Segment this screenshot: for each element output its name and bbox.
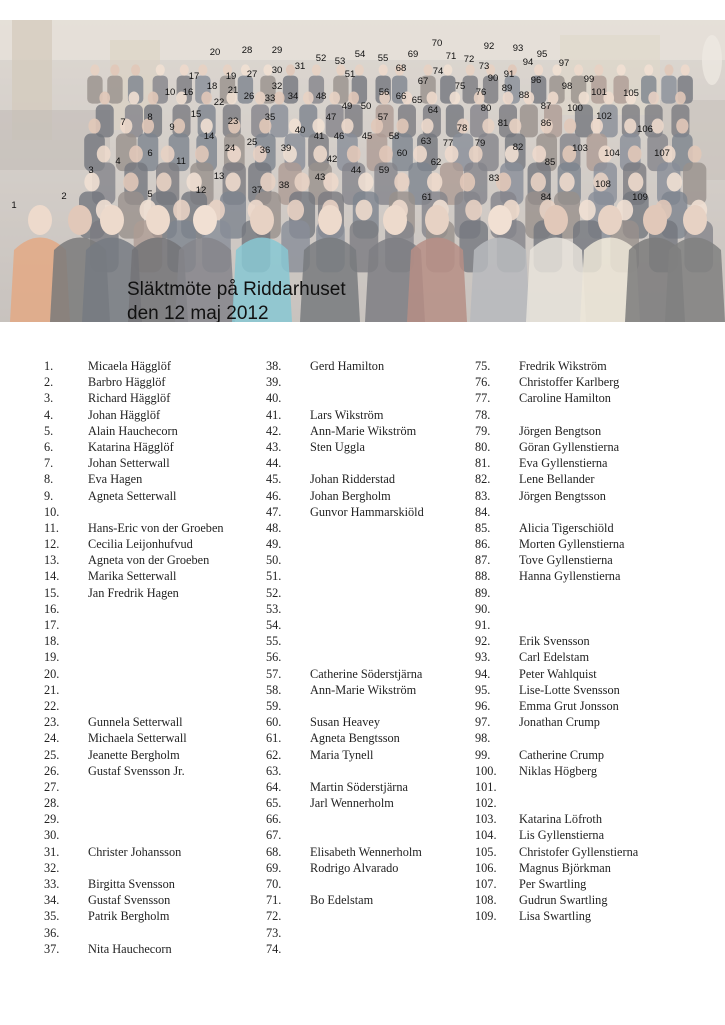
roster-name: Eva Hagen [88,472,143,487]
person-number-label: 9 [169,122,175,133]
person-number-label: 108 [595,179,611,190]
roster-number: 108. [475,893,497,908]
person-number-label: 42 [326,154,338,165]
roster-number: 15. [44,585,60,600]
person-number-label: 24 [224,143,236,154]
person-number-label: 44 [350,165,362,176]
roster-name: Christofer Gyllenstierna [519,844,639,859]
roster-number: 19. [44,650,60,665]
roster-number: 46. [266,488,282,503]
roster-number: 101. [475,779,497,794]
roster-name: Catherine Crump [519,747,605,762]
roster-name: Bo Edelstam [310,893,374,908]
roster-number: 37. [44,941,60,956]
roster-number: 100. [475,763,497,778]
person-number-label: 88 [518,90,530,101]
person-number-label: 86 [540,118,552,129]
roster-name: Eva Gyllenstierna [519,456,608,471]
roster-name: Morten Gyllenstierna [519,537,625,552]
roster-name: Rodrigo Alvarado [310,860,399,875]
person-number-label: 83 [488,173,500,184]
roster-name: Martin Söderstjärna [310,779,409,794]
roster-name: Katarina Hägglöf [88,439,174,454]
roster-number: 27. [44,779,60,794]
roster-number: 56. [266,650,282,665]
roster-name: Niklas Högberg [519,763,597,778]
roster-number: 69. [266,860,282,875]
person-number-label: 61 [421,192,433,203]
roster-number: 41. [266,407,282,422]
person-number-label: 28 [241,45,253,56]
person-number-label: 14 [203,131,215,142]
person-number-label: 5 [147,189,153,200]
roster-number: 10. [44,504,60,519]
person-number-label: 106 [637,124,653,135]
person-number-label: 53 [334,56,346,67]
roster-number: 65. [266,796,282,811]
roster-number: 85. [475,520,491,535]
roster-name: Sten Uggla [310,439,365,454]
person-number-label: 72 [463,54,475,65]
person-number-label: 99 [583,74,595,85]
roster-number: 16. [44,601,60,616]
roster-number: 33. [44,877,60,891]
photo-caption-line2: den 12 maj 2012 [127,303,269,322]
person-number-label: 11 [176,156,186,167]
person-number-label: 94 [522,57,534,68]
roster-number: 2. [44,375,54,390]
roster-name: Susan Heavey [310,715,381,730]
person-number-label: 71 [445,51,457,62]
person-number-label: 75 [454,81,466,92]
roster-number: 47. [266,504,282,519]
roster-name: Lise-Lotte Svensson [519,682,620,697]
person-number-label: 36 [259,145,271,156]
person-number-label: 48 [315,91,327,102]
person-number-label: 16 [182,87,194,98]
roster-name: Magnus Björkman [519,860,611,875]
roster-name: Jörgen Bengtson [519,423,602,438]
person-number-label: 101 [591,87,607,98]
roster-number: 31. [44,844,60,859]
roster-number: 82. [475,472,491,487]
roster-name: Jan Fredrik Hagen [88,585,179,600]
roster-number: 78. [475,407,491,422]
roster-number: 70. [266,877,282,891]
roster-number: 61. [266,731,282,746]
roster-name: Fredrik Wikström [519,359,607,373]
person-number-label: 63 [420,136,432,147]
roster-number: 64. [266,779,282,794]
person-number-label: 19 [225,71,237,82]
roster-number: 94. [475,666,491,681]
person-number-label: 6 [147,148,153,159]
roster-name: Gudrun Swartling [519,893,608,908]
roster-number: 71. [266,893,282,908]
roster-number: 14. [44,569,60,584]
roster-name: Agneta von der Groeben [88,553,210,568]
roster-number: 83. [475,488,491,503]
person-number-label: 84 [540,192,552,203]
person-number-label: 59 [378,165,390,176]
person-number-label: 68 [395,63,407,74]
roster-number: 26. [44,763,60,778]
person-number-label: 29 [271,45,283,56]
roster-number: 91. [475,618,491,632]
person-number-label: 89 [501,83,513,94]
person-number-label: 45 [361,131,373,142]
roster-number: 44. [266,456,282,471]
roster-name: Johan Bergholm [310,488,391,503]
person-number-label: 27 [246,69,258,80]
roster-number: 72. [266,909,282,924]
person-number-label: 34 [287,91,299,102]
roster-number: 89. [475,585,491,600]
roster-number: 74. [266,941,282,956]
person-number-label: 66 [395,91,407,102]
roster-number: 48. [266,520,282,535]
roster-name: Carl Edelstam [519,650,590,665]
roster-name: Peter Wahlquist [519,666,597,681]
person-number-label: 70 [431,38,443,49]
group-photo [0,20,725,322]
roster-name: Johan Setterwall [88,456,170,471]
person-number-label: 56 [378,87,390,98]
person-number-label: 93 [512,43,524,54]
roster-name: Elisabeth Wennerholm [310,844,422,859]
roster-number: 96. [475,698,491,713]
roster-number: 104. [475,828,497,843]
roster-number: 8. [44,472,54,487]
roster-name: Katarina Löfroth [519,812,602,827]
roster-number: 109. [475,909,497,924]
roster-number: 43. [266,439,282,454]
roster-number: 32. [44,860,60,875]
roster-name: Barbro Hägglöf [88,375,166,390]
roster-number: 90. [475,601,491,616]
roster-name: Micaela Hägglöf [88,359,171,373]
roster-number: 7. [44,456,54,471]
person-number-label: 4 [115,156,121,167]
roster-name: Birgitta Svensson [88,877,175,891]
roster-name: Jeanette Bergholm [88,747,180,762]
roster-number: 67. [266,828,282,843]
group-photo-illustration [0,20,725,322]
person-number-label: 8 [147,112,153,123]
roster-number: 106. [475,860,497,875]
roster-name: Catherine Söderstjärna [310,666,423,681]
roster-number: 20. [44,666,60,681]
person-number-label: 39 [280,143,292,154]
person-number-label: 50 [360,101,372,112]
roster-number: 62. [266,747,282,762]
roster-number: 88. [475,569,491,584]
roster-number: 57. [266,666,282,681]
roster-number: 6. [44,439,54,454]
person-number-label: 3 [88,165,94,176]
roster-number: 81. [475,456,491,471]
roster-number: 77. [475,391,491,406]
person-number-label: 41 [313,131,325,142]
roster-name: Jonathan Crump [519,715,600,730]
person-number-label: 64 [427,105,439,116]
person-number-label: 10 [164,87,176,98]
roster-name: Agneta Bengtsson [310,731,400,746]
roster-name: Göran Gyllenstierna [519,439,620,454]
roster-name: Gunvor Hammarskiöld [310,504,424,519]
person-number-label: 57 [377,112,389,123]
roster-name: Christer Johansson [88,844,182,859]
person-number-label: 32 [271,81,283,92]
person-number-label: 91 [503,69,515,80]
person-number-label: 12 [195,185,207,196]
person-number-label: 65 [411,95,423,106]
roster-name: Erik Svensson [519,634,590,649]
roster-name: Emma Grut Jonsson [519,698,619,713]
roster-number: 80. [475,439,491,454]
roster-number: 76. [475,375,491,390]
person-number-label: 33 [264,93,276,104]
person-number-label: 100 [567,103,583,114]
person-number-label: 96 [530,75,542,86]
roster-number: 21. [44,682,60,697]
roster-number: 50. [266,553,282,568]
roster-number: 95. [475,682,491,697]
person-number-label: 73 [478,61,490,72]
roster-number: 55. [266,634,282,649]
person-number-label: 54 [354,49,366,60]
person-number-label: 81 [497,118,509,129]
roster-number: 1. [44,359,54,373]
roster-number: 22. [44,698,60,713]
roster-name: Gustaf Svensson Jr. [88,763,185,778]
roster-name: Alain Hauchecorn [88,423,178,438]
person-number-label: 107 [654,148,670,159]
person-number-label: 92 [483,41,495,52]
roster-name: Lisa Swartling [519,909,592,924]
person-number-label: 17 [188,71,200,82]
person-number-label: 37 [251,185,263,196]
roster-name: Johan Ridderstad [310,472,396,487]
roster-name: Lene Bellander [519,472,595,487]
person-number-label: 98 [561,81,573,92]
person-number-label: 97 [558,58,570,69]
roster-number: 54. [266,618,282,632]
roster-name: Gerd Hamilton [310,359,385,373]
roster-number: 3. [44,391,54,406]
person-number-label: 2 [61,191,67,202]
roster-name: Agneta Setterwall [88,488,177,503]
roster-name: Ann-Marie Wikström [310,423,417,438]
person-number-label: 31 [294,61,306,72]
person-number-label: 74 [432,66,444,77]
person-number-label: 58 [388,131,400,142]
person-number-label: 38 [278,180,290,191]
person-number-label: 51 [344,69,356,80]
person-number-label: 76 [475,87,487,98]
person-number-label: 25 [246,137,258,148]
person-number-label: 78 [456,123,468,134]
roster-number: 66. [266,812,282,827]
person-number-label: 85 [544,157,556,168]
roster-name: Nita Hauchecorn [88,941,172,956]
person-number-label: 79 [474,138,486,149]
roster-name: Johan Hägglöf [88,407,161,422]
roster-number: 73. [266,925,282,940]
roster-name: Jarl Wennerholm [310,796,394,811]
roster-number: 25. [44,747,60,762]
roster-number: 60. [266,715,282,730]
roster-number: 45. [266,472,282,487]
person-number-label: 103 [572,143,588,154]
roster-name: Alicia Tigerschiöld [519,520,614,535]
roster-number: 103. [475,812,497,827]
roster-name: Marika Setterwall [88,569,177,584]
roster-name: Richard Hägglöf [88,391,171,406]
person-number-label: 82 [512,142,524,153]
person-number-label: 35 [264,112,276,123]
person-number-label: 104 [604,148,620,159]
roster-name: Gustaf Svensson [88,893,171,908]
person-number-label: 102 [596,111,612,122]
roster-name: Lis Gyllenstierna [519,828,605,843]
roster-number: 49. [266,537,282,552]
roster-name: Per Swartling [519,877,587,891]
roster-number: 5. [44,423,54,438]
person-number-label: 18 [206,81,218,92]
roster-number: 105. [475,844,497,859]
person-number-label: 55 [377,53,389,64]
roster-number: 97. [475,715,491,730]
person-number-label: 1 [11,200,17,211]
roster-name: Patrik Bergholm [88,909,170,924]
person-number-label: 90 [487,73,499,84]
person-number-label: 30 [271,65,283,76]
roster-number: 79. [475,423,491,438]
roster-number: 11. [44,520,59,535]
person-number-label: 49 [341,101,353,112]
roster-number: 34. [44,893,60,908]
roster-number: 35. [44,909,60,924]
roster-number: 51. [266,569,282,584]
roster-number: 4. [44,407,54,422]
roster-number: 87. [475,553,491,568]
roster-number: 93. [475,650,491,665]
roster-number: 29. [44,812,60,827]
person-number-label: 69 [407,49,419,60]
roster-number: 84. [475,504,491,519]
roster-name: Hans-Eric von der Groeben [88,520,224,535]
person-number-label: 109 [632,192,648,203]
roster-number: 92. [475,634,491,649]
roster-number: 59. [266,698,282,713]
person-number-label: 15 [190,109,202,120]
roster-number: 39. [266,375,282,390]
person-number-label: 13 [213,171,225,182]
roster-name: Ann-Marie Wikström [310,682,417,697]
person-number-label: 95 [536,49,548,60]
roster-name: Michaela Setterwall [88,731,187,746]
roster-number: 107. [475,877,497,891]
roster-name: Cecilia Leijonhufvud [88,537,193,552]
roster-number: 38. [266,359,282,373]
roster-number: 18. [44,634,60,649]
roster-number: 63. [266,763,282,778]
roster-number: 40. [266,391,282,406]
roster-number: 13. [44,553,60,568]
roster-number: 75. [475,359,491,373]
roster-name: Hanna Gyllenstierna [519,569,621,584]
roster-number: 99. [475,747,491,762]
person-number-label: 21 [227,85,239,96]
roster-name: Maria Tynell [310,747,374,762]
roster-number: 17. [44,618,60,632]
roster-number: 24. [44,731,60,746]
roster-number: 30. [44,828,60,843]
person-number-label: 105 [623,88,639,99]
person-number-label: 23 [227,116,239,127]
roster-number: 12. [44,537,60,552]
person-number-label: 87 [540,101,552,112]
person-number-label: 22 [213,97,225,108]
roster-number: 68. [266,844,282,859]
person-number-label: 26 [243,91,255,102]
roster-name: Christoffer Karlberg [519,375,620,390]
roster-number: 58. [266,682,282,697]
person-number-label: 40 [294,125,306,136]
person-number-label: 7 [120,117,126,128]
roster-number: 42. [266,423,282,438]
roster-name: Caroline Hamilton [519,391,611,406]
person-number-label: 77 [442,138,454,149]
roster-name: Jörgen Bengtsson [519,488,606,503]
roster-number: 86. [475,537,491,552]
person-number-label: 52 [315,53,327,64]
roster-number: 9. [44,488,54,503]
person-number-label: 43 [314,172,326,183]
roster-number: 102. [475,796,497,811]
roster-name: Tove Gyllenstierna [519,553,613,568]
photo-caption-line1: Släktmöte på Riddarhuset [127,279,346,300]
person-number-label: 62 [430,157,442,168]
roster-number: 36. [44,925,60,940]
roster-number: 98. [475,731,491,746]
person-number-label: 60 [396,148,408,159]
roster-number: 52. [266,585,282,600]
person-number-label: 20 [209,47,221,58]
roster-name: Gunnela Setterwall [88,715,183,730]
roster-number: 28. [44,796,60,811]
person-number-label: 46 [333,131,345,142]
person-number-label: 47 [325,112,337,123]
person-number-label: 67 [417,76,429,87]
person-number-label: 80 [480,103,492,114]
roster-number: 53. [266,601,282,616]
roster-name: Lars Wikström [310,407,384,422]
roster-number: 23. [44,715,60,730]
photo-caption [127,278,346,322]
